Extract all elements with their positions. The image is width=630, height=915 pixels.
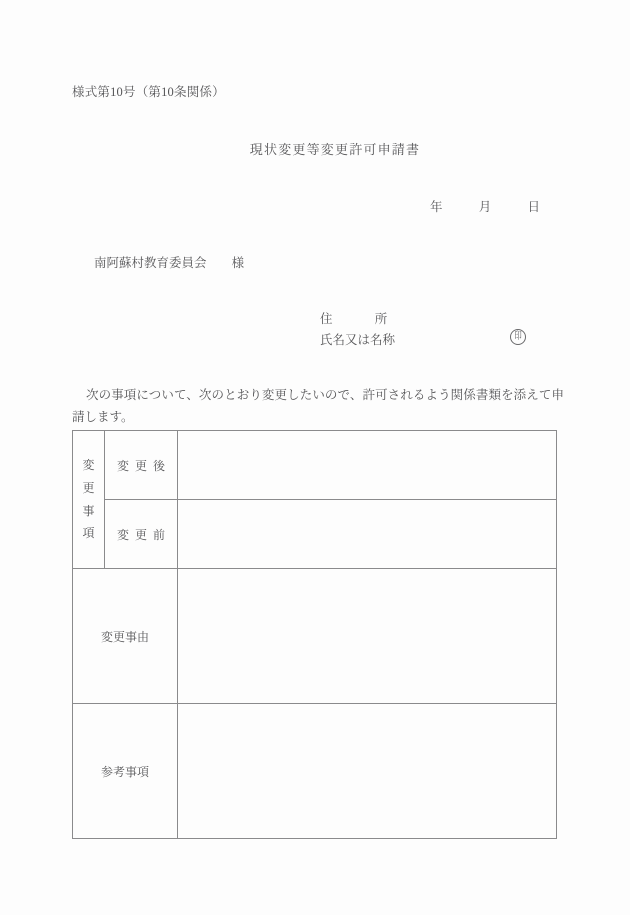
table-row bbox=[73, 569, 557, 704]
body-paragraph: 次の事項について、次のとおり変更したいので、許可されるよう関係書類を添えて申請します。 bbox=[72, 388, 564, 424]
seal-icon bbox=[510, 329, 526, 345]
date-year-label: 年 bbox=[430, 200, 443, 214]
application-table bbox=[72, 430, 557, 839]
addressee-honorific: 様 bbox=[231, 256, 245, 270]
addressee-name: 南阿蘇村教育委員会 bbox=[94, 256, 207, 270]
change-items-vertical-label bbox=[73, 431, 105, 569]
applicant-name-row bbox=[320, 330, 550, 351]
change-reason-label: 変更事由 bbox=[73, 569, 178, 704]
after-change-value-field[interactable] bbox=[178, 431, 557, 500]
before-change-label-text: 変更前 bbox=[116, 527, 171, 542]
vertical-char-3: 事 bbox=[82, 503, 95, 518]
table-row bbox=[73, 431, 557, 500]
date-line bbox=[430, 197, 540, 215]
vertical-char-2: 更 bbox=[82, 480, 95, 495]
vertical-char-1: 変 bbox=[82, 457, 95, 472]
applicant-block bbox=[320, 309, 550, 351]
after-change-label-text: 変更後 bbox=[116, 458, 171, 473]
table-row bbox=[73, 500, 557, 569]
table-row bbox=[73, 704, 557, 839]
after-change-label bbox=[105, 431, 178, 500]
date-day-label: 日 bbox=[527, 200, 541, 214]
before-change-value-field[interactable] bbox=[178, 500, 557, 569]
page-title: 現状変更等変更許可申請書 bbox=[249, 142, 421, 157]
applicant-address-row bbox=[320, 309, 550, 330]
remarks-label: 参考事項 bbox=[73, 704, 178, 839]
date-month-label: 月 bbox=[478, 200, 492, 214]
applicant-name-label: 氏名又は名称 bbox=[320, 333, 396, 347]
form-number: 様式第10号（第10条関係） bbox=[72, 85, 225, 99]
applicant-address-label-1: 住 bbox=[320, 312, 333, 326]
remarks-value-field[interactable] bbox=[178, 704, 557, 839]
seal-icon-shape bbox=[510, 329, 526, 345]
vertical-char-4: 項 bbox=[82, 526, 95, 541]
before-change-label bbox=[105, 500, 178, 569]
change-reason-value-field[interactable] bbox=[178, 569, 557, 704]
applicant-address-label-2: 所 bbox=[374, 312, 388, 326]
addressee bbox=[94, 253, 244, 271]
